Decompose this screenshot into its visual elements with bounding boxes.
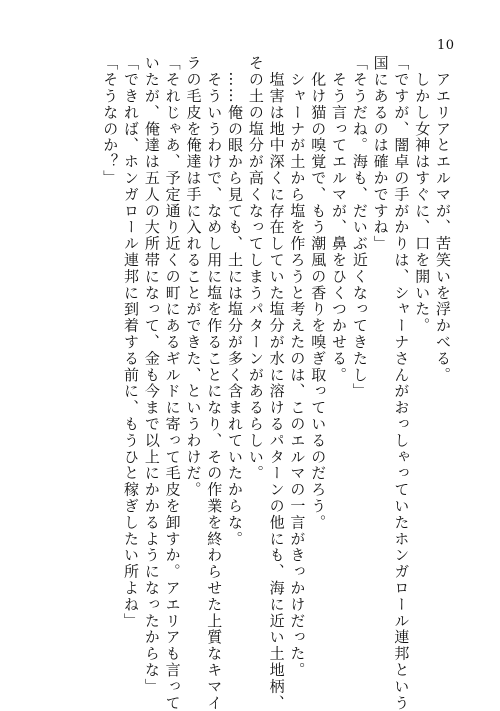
text-line: そう言ってエルマが、鼻をひくつかせる。 <box>330 55 349 383</box>
page-number: 10 <box>437 38 455 53</box>
body-text <box>101 55 452 711</box>
text-line: その土の塩分が高くなってしまうパターンがあるらしい。 <box>246 55 265 482</box>
text-line: 国にあるのは確かですね」 <box>371 55 390 252</box>
text-line: 「ですが、闇卓の手がかりは、シャーナさんがおっしゃっていたホンガロール連邦という <box>392 55 411 711</box>
text-line: 「それじゃあ、予定通り近くの町にあるギルドに寄って毛皮を卸すか。アエリアも言って <box>163 55 182 711</box>
text-line: 塩害は地中深くに存在していた塩分が水に溶けるパターンの他にも、海に近い土地柄、 <box>267 55 286 711</box>
text-line: 「そうだね。海も、だいぶ近くなってきたし」 <box>350 55 369 400</box>
text-line: 「そうなのか？」 <box>101 55 120 187</box>
text-line: しかし女神はすぐに、口を開いた。 <box>413 55 432 334</box>
text-line: 「できれば、ホンガロール連邦に到着する前に、もうひと稼ぎしたい所よね」 <box>122 55 141 629</box>
text-line: ラの毛皮を俺達は手に入れることができた、というわけだ。 <box>184 55 203 498</box>
text-line: そういうわけで、なめし用に塩を作ることになり、その作業を終わらせた上質なキマイ <box>205 55 224 711</box>
text-line: 化け猫の嗅覚で、もう潮風の香りを嗅ぎ取っているのだろう。 <box>309 55 328 531</box>
text-line: いたが、俺達は五人の大所帯になって、金も今まで以上にかかるようになったからな」 <box>142 55 161 695</box>
text-line: アエリアとエルマが、苦笑いを浮かべる。 <box>434 55 452 383</box>
text-line: シャーナが土から塩を作ろうと考えたのは、このエルマの一言がきっかけだった。 <box>288 55 307 679</box>
text-line: ……俺の眼から見ても、土には塩分が多く含まれていたからな。 <box>226 55 245 547</box>
